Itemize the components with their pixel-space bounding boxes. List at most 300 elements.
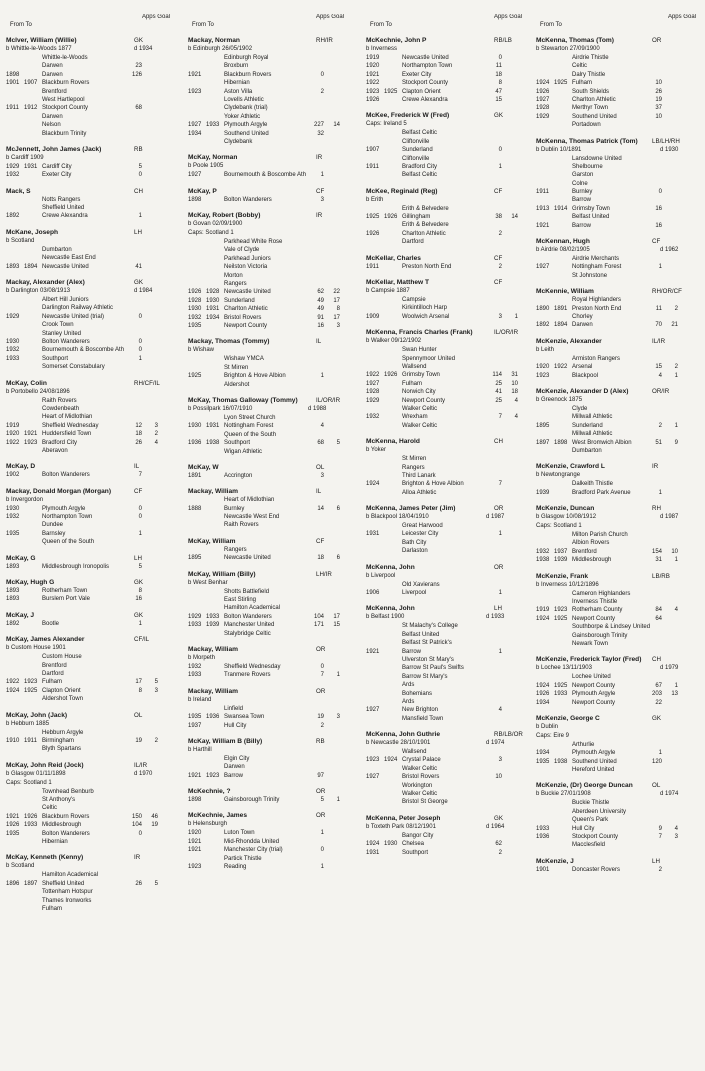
player-entry (366, 730, 526, 807)
birth-line (536, 581, 700, 590)
club-row (536, 556, 700, 564)
year-from: 1937 (188, 722, 202, 729)
player-entry (366, 328, 526, 430)
player-line (6, 379, 174, 388)
player-name: McKay, James Alexander (6, 636, 85, 644)
goals-count: 2 (154, 431, 158, 438)
club-row (366, 171, 526, 179)
goals-count: 6 (336, 505, 340, 512)
club-row (188, 630, 348, 638)
player-position: CF (316, 537, 325, 545)
year-to: 1936 (206, 714, 220, 721)
player-position: GK (134, 579, 143, 587)
year-from: 1934 (536, 750, 550, 757)
club-name: Stockport County (572, 834, 619, 841)
club-row (188, 272, 348, 280)
year-from: 1888 (188, 505, 202, 512)
club-row (188, 96, 348, 104)
year-from: 1921 (366, 648, 380, 655)
club-row (536, 213, 700, 221)
player-name: McKechnie, John P (366, 37, 427, 44)
year-from: 1898 (188, 196, 202, 203)
club-row (366, 230, 526, 238)
club-name: Charlton Athletic (572, 96, 616, 103)
birth-line (6, 287, 174, 296)
goals-count: 3 (336, 714, 340, 721)
player-entry (536, 237, 700, 280)
club-name: Middlesbrough Ironopolis (42, 563, 110, 570)
player-name: McKay, William (Billy) (188, 570, 256, 578)
club-row (536, 313, 700, 321)
column-header (536, 14, 700, 36)
goals-count: 13 (671, 691, 678, 698)
club-row (536, 799, 700, 807)
birth-line (188, 820, 348, 829)
year-from: 1933 (188, 672, 202, 679)
club-row (366, 413, 526, 421)
club-name: Chorley (572, 313, 593, 320)
club-row (188, 722, 348, 730)
year-from: 1920 (188, 830, 202, 837)
club-row (536, 305, 700, 313)
player-position: IL (316, 338, 322, 346)
year-from: 1893 (6, 563, 20, 570)
club-row (6, 620, 174, 628)
year-from: 1931 (366, 531, 380, 538)
club-name: Royal Highlanders (572, 297, 622, 304)
birth-info: b Newtongrange (536, 472, 581, 479)
club-row (366, 832, 526, 840)
year-from: 1938 (536, 557, 550, 564)
club-name: Tranmere Rovers (224, 672, 271, 679)
player-name: McKenna, John Guthrie (366, 731, 441, 739)
birth-info: b Scotland (6, 237, 35, 244)
year-from: 1925 (188, 373, 202, 380)
year-from: 1911 (6, 105, 19, 112)
club-name: Bournemouth & Boscombe Ath (224, 172, 307, 179)
player-line (366, 36, 526, 45)
club-name: Sunderland (224, 297, 255, 304)
club-name: Bradford City (402, 163, 438, 170)
player-entry (6, 462, 174, 479)
club-row (6, 104, 174, 112)
player-name: McKenna, Peter Joseph (366, 814, 441, 822)
player-name: Mackay, William (188, 488, 239, 496)
club-row (6, 96, 174, 104)
year-from: 1927 (188, 122, 202, 129)
club-name: Newcastle East End (42, 255, 96, 262)
apps-count: 49 (317, 306, 324, 313)
year-from: 1919 (536, 607, 550, 614)
death-info: d 1934 (134, 46, 153, 52)
club-row (188, 246, 348, 254)
club-name: Doncaster Rovers (572, 866, 621, 873)
club-name: Alloa Athletic (402, 489, 437, 496)
year-to: 1914 (554, 205, 568, 212)
club-name: Barnsley (42, 530, 66, 537)
apps-count: 3 (320, 472, 324, 479)
club-row (536, 866, 700, 874)
club-row (6, 821, 174, 829)
club-name: Parkhead Juniors (224, 255, 271, 262)
club-row (6, 838, 174, 846)
club-name: Ards (402, 682, 415, 689)
player-line (536, 572, 700, 581)
goals-count: 2 (674, 305, 678, 312)
club-row (536, 363, 700, 371)
club-name: Bath City (402, 539, 427, 546)
player-entry (536, 137, 700, 231)
club-name: Blyth Spartans (42, 746, 82, 753)
player-line (6, 36, 174, 45)
club-name: Barrow St Paul's Swifts (402, 665, 464, 672)
player-name: McKenzie, George C (536, 714, 600, 722)
club-name: Woolwich Arsenal (402, 313, 450, 320)
year-from: 1897 (536, 439, 550, 446)
column-header (188, 14, 348, 36)
club-name: Hereford United (572, 767, 615, 774)
year-from: 1921 (188, 71, 202, 78)
player-entry (188, 463, 348, 480)
club-row (536, 121, 700, 129)
club-name: Preston North End (402, 263, 452, 270)
apps-count: 5 (138, 563, 142, 570)
player-name: McKay, Thomas Galloway (Tommy) (188, 396, 298, 404)
club-row (6, 595, 174, 603)
club-row (188, 588, 348, 596)
player-line (188, 645, 348, 654)
apps-count: 7 (320, 672, 324, 679)
birth-info: b Portobello 24/08/1896 (6, 388, 70, 395)
apps-count: 1 (498, 531, 502, 538)
player-entry (366, 437, 526, 497)
player-position: GK (134, 37, 143, 44)
apps-count: 3 (320, 196, 324, 203)
year-from: 1924 (536, 615, 550, 622)
player-position: OR (652, 37, 662, 44)
year-to: 1926 (384, 214, 398, 221)
player-entry (188, 787, 348, 804)
club-name: Sunderland (402, 147, 433, 154)
birth-line (6, 720, 174, 729)
club-row (188, 513, 348, 521)
club-name: Aldershot Town (42, 696, 83, 703)
player-position: CH (494, 438, 503, 446)
club-row (6, 113, 174, 121)
club-row (6, 796, 174, 804)
club-row (188, 79, 348, 87)
club-row (536, 296, 700, 304)
club-row (366, 346, 526, 354)
player-name: McKenzie, J (536, 857, 574, 865)
goals-count: 1 (674, 682, 678, 689)
club-row (366, 455, 526, 463)
apps-count: 3 (498, 313, 502, 320)
club-name: Ulverston St Mary's (402, 656, 454, 663)
club-name: Darwen (42, 63, 63, 70)
year-from: 1901 (6, 80, 20, 87)
year-to: 1924 (384, 757, 398, 764)
death-info: d 1962 (660, 247, 679, 254)
club-row (366, 681, 526, 689)
apps-count: 8 (498, 80, 502, 87)
birth-line (536, 723, 700, 732)
club-row (366, 547, 526, 555)
apps-count: 18 (495, 71, 502, 78)
apps-count: 0 (138, 505, 142, 512)
club-row (6, 430, 174, 438)
club-row (188, 422, 348, 430)
year-from: 1911 (366, 263, 379, 270)
club-row (6, 505, 174, 513)
player-line (188, 811, 348, 820)
club-row (366, 397, 526, 405)
player-entry (366, 187, 526, 247)
player-entry (188, 687, 348, 730)
club-name: Newcastle United (224, 555, 271, 562)
year-from: 1924 (366, 841, 380, 848)
death-info: d 1988 (308, 405, 327, 412)
club-name: Crewe Alexandra (42, 213, 88, 220)
goals-count: 3 (336, 322, 340, 329)
player-name: McKenna, John (366, 605, 415, 613)
club-row (366, 79, 526, 87)
club-row (366, 648, 526, 656)
club-row (366, 790, 526, 798)
apps-count: 1 (498, 648, 502, 655)
apps-count: 10 (655, 113, 662, 120)
year-to: 1933 (206, 613, 220, 620)
player-position: RB/LB/OR (494, 731, 523, 739)
player-entry (6, 761, 174, 847)
birth-line (366, 513, 526, 522)
club-row (536, 321, 700, 329)
apps-count: 18 (317, 555, 324, 562)
player-line (188, 487, 348, 496)
birth-info: b Ireland (188, 696, 212, 703)
club-row (6, 662, 174, 670)
player-line (6, 711, 174, 720)
player-entry (536, 462, 700, 497)
year-to: 1907 (24, 80, 38, 87)
club-name: Partick Thistle (224, 855, 262, 862)
club-name: Gainsborough Trinity (572, 632, 628, 639)
year-from: 1936 (536, 834, 550, 841)
player-position: RH/CF/IL (134, 379, 160, 387)
club-row (536, 632, 700, 640)
year-to: 1912 (24, 105, 38, 112)
birth-info: b Dublin (536, 723, 559, 730)
club-name: Bangor City (402, 832, 434, 839)
year-to: 1939 (206, 622, 220, 629)
club-name: Charlton Athletic (402, 230, 446, 237)
year-to: 1938 (554, 758, 568, 765)
player-position: IR (652, 463, 659, 471)
player-line (366, 730, 526, 739)
club-name: Grimsby Town (572, 205, 610, 212)
club-row (536, 623, 700, 631)
birth-line (188, 654, 348, 663)
club-row (6, 447, 174, 455)
birth-info: b Toxteth Park 08/12/1901 (366, 823, 436, 830)
club-name: Stanley United (42, 330, 82, 337)
club-row (366, 698, 526, 706)
club-name: Heart of Midlothian (42, 414, 93, 421)
apps-count: 104 (131, 822, 142, 829)
apps-count: 51 (655, 439, 662, 446)
club-row (366, 363, 526, 371)
player-entry (6, 635, 174, 703)
player-name: McKenzie, Crawford L (536, 463, 605, 471)
player-position: GK (134, 611, 143, 619)
club-row (536, 372, 700, 380)
club-row (188, 763, 348, 771)
club-name: Vale of Clyde (224, 247, 260, 254)
birth-info: b Helensburgh (188, 821, 228, 828)
apps-count: 104 (313, 613, 324, 620)
club-row (6, 363, 174, 371)
club-name: Walker Celtic (402, 791, 438, 798)
player-entry (6, 611, 174, 628)
year-from: 1892 (536, 322, 550, 329)
player-name: McKellar, Matthew T (366, 279, 430, 287)
club-row (366, 313, 526, 321)
player-entry (366, 563, 526, 598)
player-name: Mackay, Norman (188, 37, 240, 44)
club-row (536, 96, 700, 104)
club-name: Neilston Victoria (224, 264, 268, 271)
player-position: IL/IR (652, 337, 666, 345)
club-name: Hebburn Argyle (42, 729, 84, 736)
club-name: Aldershot (224, 381, 250, 388)
club-name: West Bromwich Albion (572, 439, 632, 446)
birth-info: b Glasgow 01/11/1898 (6, 770, 66, 777)
club-name: Lochee United (572, 674, 611, 681)
club-name: St Johnstone (572, 272, 608, 279)
club-name: Barrow St Mary's (402, 673, 448, 680)
apps-count: 10 (655, 80, 662, 87)
club-name: Middlesbrough (42, 822, 82, 829)
club-name: Aston Villa (224, 88, 253, 95)
club-row (536, 690, 700, 698)
player-position: OR (494, 563, 504, 571)
club-name: Lansdowne United (572, 155, 622, 162)
club-row (6, 79, 174, 87)
caps-note: Caps: Scotland 1 (188, 230, 234, 237)
club-name: Exeter City (402, 71, 432, 78)
player-name: McKay, William B (Billy) (188, 737, 263, 745)
apps-count: 16 (317, 322, 324, 329)
year-from: 1920 (6, 431, 20, 438)
player-name: Mack, S (6, 187, 31, 195)
goals-count: 10 (671, 548, 678, 555)
club-row (366, 138, 526, 146)
club-name: Clapton Orient (402, 88, 441, 95)
club-row (188, 414, 348, 422)
birth-info: b Whittle-le-Woods 1877 (6, 46, 72, 52)
club-row (366, 163, 526, 171)
club-row (6, 439, 174, 447)
club-name: Barrow (224, 772, 244, 779)
club-name: Dundee (42, 522, 64, 529)
player-line (188, 737, 348, 746)
birth-info: b Edinburgh 26/05/1902 (188, 46, 253, 52)
goals-count: 4 (514, 414, 518, 421)
club-name: Blackburn Trinity (42, 130, 87, 137)
year-from: 1920 (536, 364, 550, 371)
year-to: 1931 (206, 306, 220, 313)
player-name: McKenna, Thomas (Tom) (536, 37, 614, 44)
column-1 (6, 14, 174, 920)
player-position: IL/OR/IR (494, 329, 519, 337)
year-from: 1934 (536, 699, 550, 706)
club-row (366, 205, 526, 213)
year-from: 1932 (188, 314, 202, 321)
club-name: Bolton Wanderers (224, 196, 272, 203)
club-name: Newport County (572, 699, 616, 706)
player-entry (536, 387, 700, 455)
year-from: 1926 (188, 289, 202, 296)
club-row (536, 180, 700, 188)
year-from: 1906 (366, 590, 380, 597)
club-name: Hamilton Academical (224, 605, 281, 612)
club-name: Sheffield Wednesday (42, 422, 99, 429)
birth-line (188, 405, 348, 414)
club-name: Reading (224, 864, 247, 871)
year-from: 1922 (6, 439, 20, 446)
apps-count: 171 (313, 622, 324, 629)
caps-note: Caps: Ireland 5 (366, 121, 407, 128)
club-row (6, 471, 174, 479)
from-to-label: From To (370, 22, 392, 28)
club-name: Clyde (572, 405, 588, 412)
player-line (536, 287, 700, 296)
player-entry (6, 187, 174, 221)
year-from: 1893 (6, 596, 20, 603)
club-row (366, 798, 526, 806)
year-to: 1934 (206, 314, 220, 321)
goals-count: 4 (154, 439, 158, 446)
club-row (6, 729, 174, 737)
club-row (188, 613, 348, 621)
player-name: McKay, John Reid (Jock) (6, 761, 84, 769)
birth-line (188, 696, 348, 705)
player-name: McKay, P (188, 187, 217, 195)
player-line (6, 145, 174, 154)
club-name: Shelbourne (572, 163, 603, 170)
club-name: Hull City (224, 722, 247, 729)
club-row (6, 313, 174, 321)
player-entry (366, 36, 526, 104)
player-position: LH (652, 857, 660, 865)
player-name: McKay, John (Jack) (6, 711, 68, 719)
apps-count: 4 (498, 707, 502, 714)
club-row (188, 171, 348, 179)
club-name: Brighton & Hove Albion (224, 373, 286, 380)
club-row (188, 796, 348, 804)
year-from: 1921 (366, 71, 380, 78)
club-name: Plymouth Argyle (224, 122, 268, 129)
apps-count: 62 (317, 289, 324, 296)
player-entry (188, 187, 348, 204)
club-name: Broxburn (224, 63, 249, 70)
year-to: 1923 (24, 439, 38, 446)
apps-count: 84 (655, 607, 662, 614)
birth-line (188, 45, 348, 54)
club-row (366, 480, 526, 488)
year-from: 1890 (536, 305, 550, 312)
club-name: Middlesbrough (572, 557, 612, 564)
